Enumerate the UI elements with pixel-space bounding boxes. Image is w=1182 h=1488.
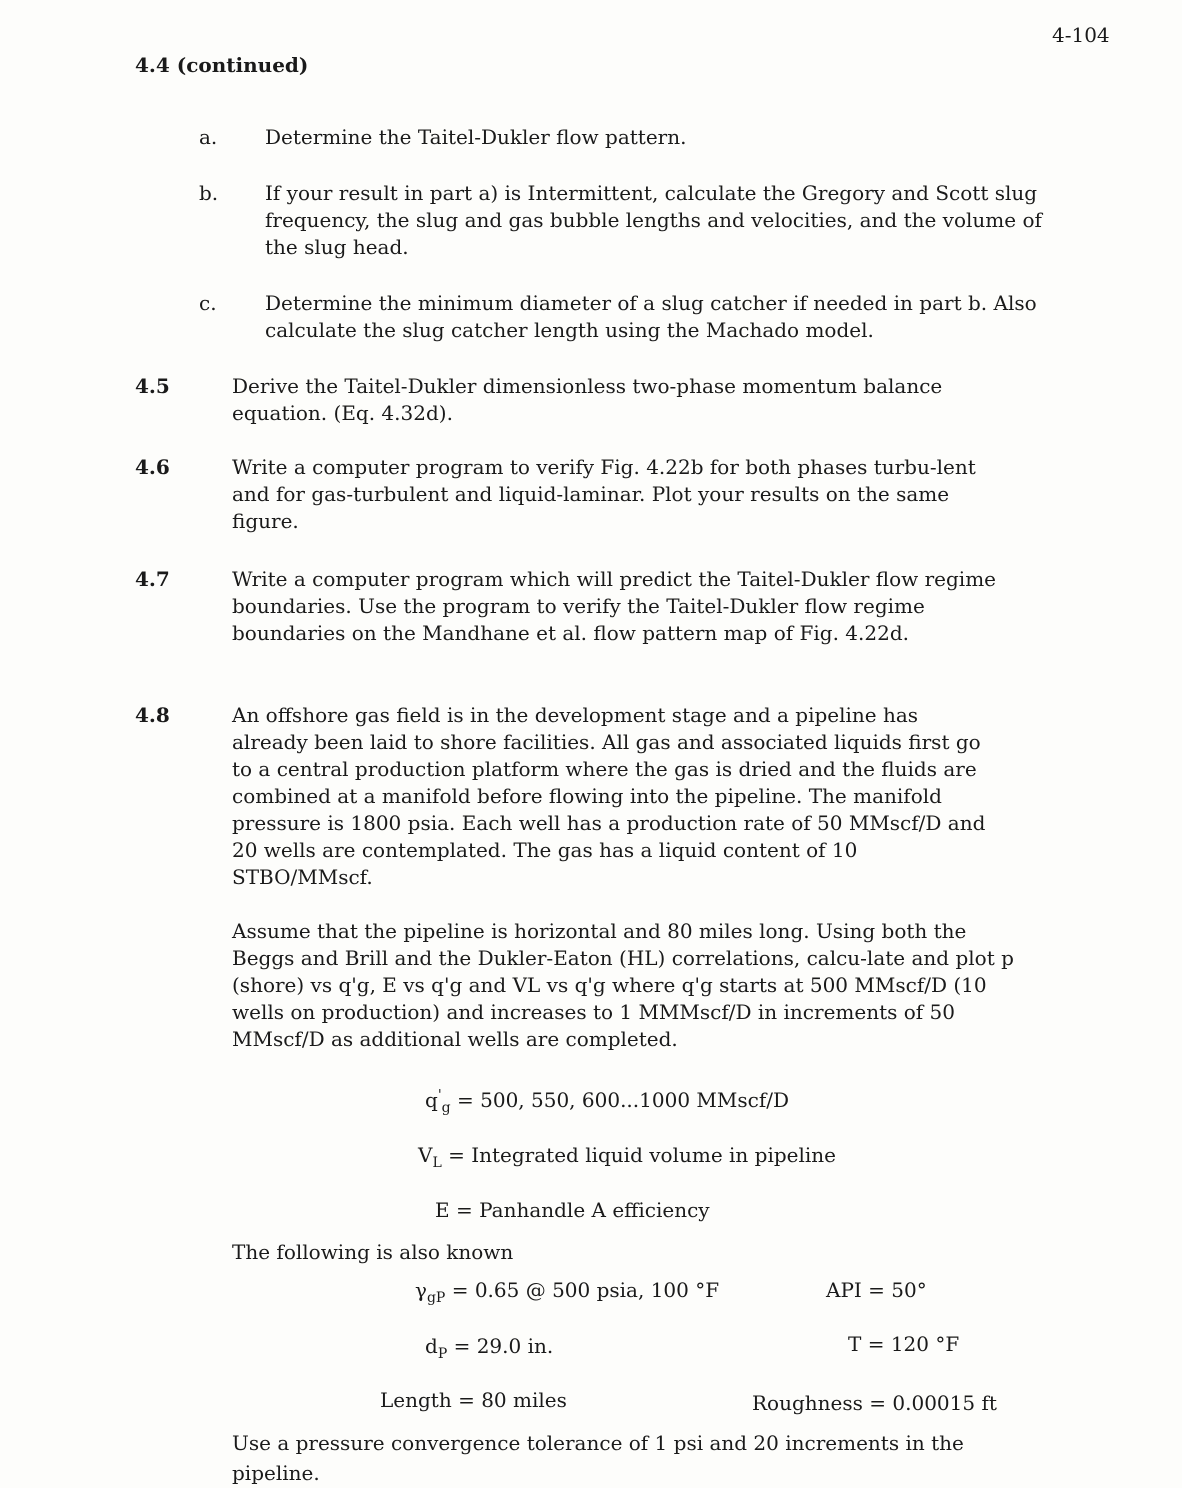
- problem-text: An offshore gas field is in the development stage and a pipeline has already been laid to shore facilities. All gas and associated liquids first go to a central production platform where the gas is dried and the fluids are combined at a manifold before flowing into the pipeline. The manifold pressure is 1800 psia. Each well has a production rate of 50 MMscf/D and 20 wells are contemplated. The gas has a liquid content of 10 STBO/MMscf.: [232, 703, 986, 889]
- symbol: E: [435, 1198, 450, 1222]
- subscript: L: [432, 1155, 442, 1171]
- known-gamma: [415, 1277, 719, 1304]
- definition-vl: [418, 1142, 836, 1169]
- definition-rhs: = Integrated liquid volume in pipeline: [448, 1143, 836, 1167]
- known-rhs: = 29.0 in.: [453, 1334, 554, 1358]
- subscript: g: [441, 1100, 451, 1116]
- symbol: d: [425, 1334, 438, 1358]
- known-rhs: = 0.65 @ 500 psia, 100 °F: [451, 1278, 720, 1302]
- subscript: P: [437, 1346, 448, 1362]
- section-header: 4.4 (continued): [135, 53, 309, 77]
- symbol: γ: [415, 1278, 427, 1302]
- known-dp: [425, 1333, 553, 1360]
- known-api: API = 50°: [826, 1278, 927, 1302]
- sub-item-letter: c.: [199, 291, 217, 315]
- known-intro: The following is also known: [232, 1240, 514, 1264]
- sub-item-c: [199, 290, 1045, 344]
- sub-item-a: [199, 124, 1055, 151]
- subscript: gP: [426, 1290, 446, 1306]
- page-number: 4-104: [1052, 23, 1110, 47]
- sub-item-text: If your result in part a) is Intermittent, calculate the Gregory and Scott slug frequency, the slug and gas bubble lengths and velocities, and the volume of the slug head.: [265, 181, 1042, 259]
- known-roughness: Roughness = 0.00015 ft: [752, 1391, 997, 1415]
- problem-text: Derive the Taitel-Dukler dimensionless two-phase momentum balance equation. (Eq. 4.32d).: [232, 374, 943, 425]
- sub-item-b: [199, 180, 1045, 261]
- problem-text: Write a computer program to verify Fig. 4.22b for both phases turbu-lent and for gas-turbulent and liquid-laminar. Plot your results on the same figure.: [232, 455, 976, 533]
- problem-text: Write a computer program which will predict the Taitel-Dukler flow regime boundaries. Use the program to verify the Taitel-Dukler flow regime boundaries on the Mandhane et al. flow pattern map of Fig. 4.22d.: [232, 567, 997, 645]
- definition-qg: [425, 1087, 789, 1114]
- known-length: Length = 80 miles: [380, 1388, 567, 1412]
- sub-item-letter: b.: [199, 181, 219, 205]
- symbol: V: [418, 1143, 433, 1167]
- definition-rhs: = 500, 550, 600...1000 MMscf/D: [457, 1088, 789, 1112]
- definition-e: [435, 1197, 710, 1224]
- closing-paragraph: Use a pressure convergence tolerance of 1 psi and 20 increments in the pipeline.: [232, 1431, 964, 1485]
- assume-paragraph: Assume that the pipeline is horizontal and 80 miles long. Using both the Beggs and Brill and the Dukler-Eaton (HL) correlations, calcu-late and plot p (shore) vs q'g, E vs q'g and VL vs q'g where q'g starts at 500 MMscf/D (10 wells on production) and increases to 1 MMMscf/D in increments of 50 MMscf/D as additional wells are completed.: [232, 919, 1014, 1051]
- sub-item-text: Determine the minimum diameter of a slug catcher if needed in part b. Also calculate the slug catcher length using the Machado model.: [265, 291, 1037, 342]
- problem-number: 4.6: [135, 455, 170, 479]
- problem-number: 4.8: [135, 703, 170, 727]
- prime: ': [437, 1087, 442, 1104]
- sub-item-text: Determine the Taitel-Dukler flow pattern.: [265, 125, 687, 149]
- problem-number: 4.7: [135, 567, 170, 591]
- sub-item-letter: a.: [199, 125, 218, 149]
- known-temp: T = 120 °F: [848, 1332, 960, 1356]
- symbol: q: [425, 1088, 438, 1112]
- definition-rhs: = Panhandle A efficiency: [455, 1198, 710, 1222]
- problem-number: 4.5: [135, 374, 170, 398]
